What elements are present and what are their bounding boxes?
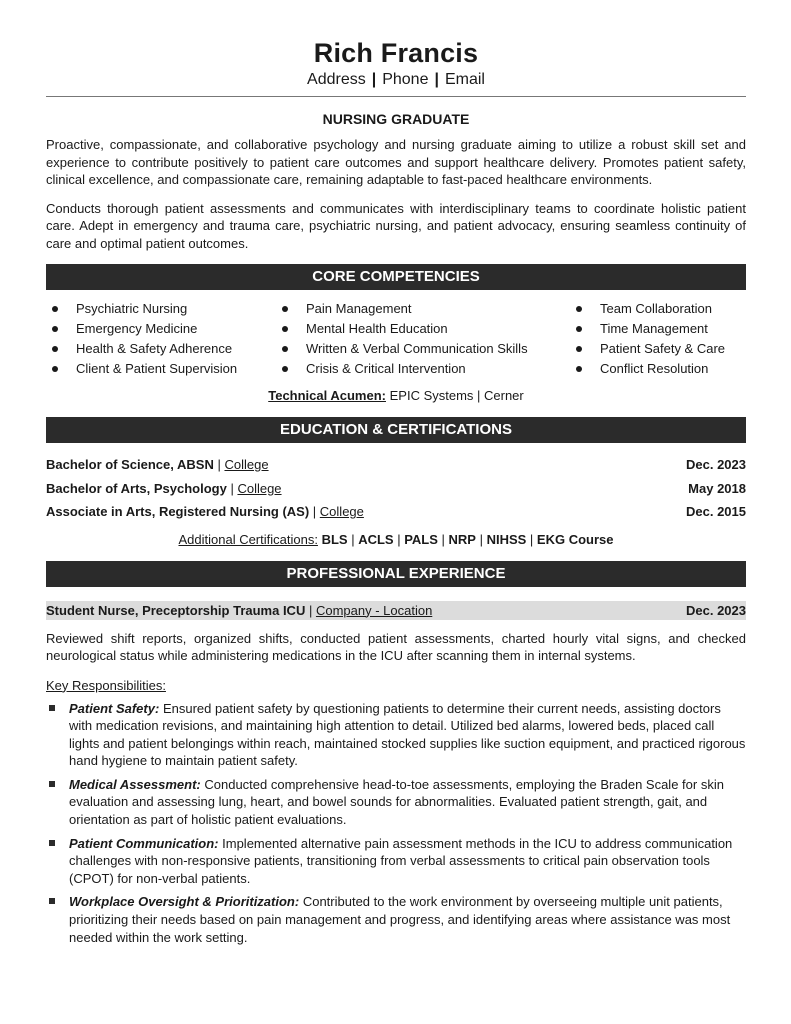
- cert-item: PALS: [404, 531, 438, 547]
- competencies-column: [570, 299, 746, 379]
- degree-name: Associate in Arts, Registered Nursing (AS): [46, 504, 310, 519]
- responsibility-item: [46, 700, 746, 770]
- resume-headline: NURSING GRADUATE: [322, 111, 470, 127]
- school-name: College: [319, 504, 364, 519]
- competency-label: Patient Safety & Care: [600, 341, 726, 356]
- competency-item: [570, 359, 746, 379]
- competency-item: [276, 319, 570, 339]
- contact-line: [46, 70, 746, 90]
- competency-item: [46, 359, 276, 379]
- contact-address: Address: [307, 71, 366, 88]
- summary-paragraph-1: Proactive, compassionate, and collaborative psychology and nursing graduate aiming to utilize a robust skill set and experience to contribute positively to patient care outcomes and support healthcare delivery. Promotes patient safety, clinical excellence, and compassionate care, remaining adaptable to fast-paced healthcare environments.: [46, 137, 746, 187]
- competency-item: [276, 359, 570, 379]
- bullet-icon: [576, 306, 582, 312]
- competency-item: [570, 299, 746, 319]
- technical-acumen-label: Technical Acumen:: [268, 388, 386, 403]
- competencies-column: [46, 299, 276, 379]
- section-header-experience: PROFESSIONAL EXPERIENCE: [46, 561, 746, 587]
- competency-item: [276, 339, 570, 359]
- responsibility-label: Workplace Oversight & Prioritization:: [69, 894, 300, 910]
- education-date: Dec. 2015: [686, 504, 746, 519]
- education-entry: [46, 500, 746, 524]
- technical-acumen: [46, 387, 746, 405]
- responsibility-label: Patient Safety:: [69, 700, 160, 716]
- responsibilities-list: [46, 700, 746, 947]
- candidate-name: Rich Francis: [313, 38, 479, 68]
- education-degree-line: Bachelor of Arts, Psychology | College: [46, 480, 282, 496]
- education-list: [46, 453, 746, 524]
- job-company: Company - Location: [315, 602, 433, 618]
- competency-label: Written & Verbal Communication Skills: [306, 341, 528, 356]
- square-bullet-icon: [49, 898, 55, 904]
- cert-item: NRP: [448, 531, 476, 547]
- competency-item: [570, 339, 746, 359]
- degree-name: Bachelor of Arts, Psychology: [46, 480, 227, 496]
- bullet-icon: [282, 326, 288, 332]
- resume-page: [46, 0, 746, 952]
- education-date: Dec. 2023: [686, 457, 746, 472]
- summary-paragraph-2: Conducts thorough patient assessments and communicates with interdisciplinary teams to coordinate holistic patient care. Adept in emergency and trauma care, psychiatric nursing, and patient advocacy, ensuring seamless continuity of care and optimal patient outcomes.: [46, 200, 746, 251]
- job-role: Student Nurse, Preceptorship Trauma ICU: [46, 602, 306, 618]
- competency-label: Crisis & Critical Intervention: [306, 361, 466, 376]
- job-date: Dec. 2023: [686, 602, 746, 618]
- bullet-icon: [52, 306, 58, 312]
- competency-item: [46, 319, 276, 339]
- education-degree-line: Associate in Arts, Registered Nursing (AS) | College: [46, 504, 364, 519]
- job-title-bar: [46, 601, 746, 620]
- bullet-icon: [576, 326, 582, 332]
- section-header-education: EDUCATION & CERTIFICATIONS: [46, 417, 746, 443]
- bullet-icon: [52, 346, 58, 352]
- job-role-line: Student Nurse, Preceptorship Trauma ICU | Company - Location: [46, 602, 433, 618]
- job-summary: Reviewed shift reports, organized shifts, conducted patient assessments, charted hourly vital signs, and checked neurological status while administering medications in the ICU after scanning them in internal systems.: [46, 630, 746, 663]
- responsibility-item: [46, 776, 746, 829]
- contact-phone: Phone: [382, 71, 429, 88]
- education-date: May 2018: [688, 480, 746, 496]
- responsibility-text: Ensured patient safety by questioning patients to determine their current needs, assisting doctors with medication revisions, and maintaining high attention to detail. Utilized bed alarms, lowered beds, placed call lights and patient belongings within reach, maintained stocked supplies like suction equipment, and practiced rigorous hand hygiene to maintain patient safety.: [69, 700, 746, 769]
- key-responsibilities-label: Key Responsibilities:: [46, 677, 166, 693]
- competency-label: Emergency Medicine: [76, 321, 198, 336]
- bullet-icon: [282, 306, 288, 312]
- bullet-icon: [576, 366, 582, 372]
- degree-name: Bachelor of Science, ABSN: [46, 457, 214, 472]
- school-name: College: [237, 480, 282, 496]
- responsibility-text: Contributed to the work environment by overseeing multiple unit patients, prioritizing their needs based on pain management and progress, and identifying areas where assistance was most needed within the work setting.: [69, 894, 731, 945]
- competency-item: [570, 319, 746, 339]
- responsibility-label: Patient Communication:: [69, 835, 219, 851]
- cert-item: BLS: [321, 531, 348, 547]
- responsibility-item: [46, 893, 746, 946]
- additional-certifications-label: Additional Certifications:: [178, 531, 318, 547]
- contact-email: Email: [444, 71, 485, 88]
- competencies-column: [276, 299, 570, 379]
- section-header-competencies: CORE COMPETENCIES: [46, 264, 746, 290]
- additional-certifications: Additional Certifications: BLS | ACLS | PALS | NRP | NIHSS | EKG Course: [178, 531, 614, 547]
- bullet-icon: [52, 326, 58, 332]
- bullet-icon: [282, 366, 288, 372]
- responsibility-text: Implemented alternative pain assessment methods in the ICU to address communication challenges with non-responsive patients, transitioning from verbal assessments to critical pain observation tools (CPOT) for non-verbal patients.: [69, 835, 733, 886]
- separator: |: [371, 71, 377, 88]
- square-bullet-icon: [49, 781, 55, 787]
- education-entry: [46, 477, 746, 501]
- header-divider: [46, 96, 746, 97]
- education-degree-line: Bachelor of Science, ABSN | College: [46, 457, 269, 472]
- competencies-grid: [46, 299, 746, 379]
- bullet-icon: [282, 346, 288, 352]
- competency-label: Health & Safety Adherence: [76, 341, 233, 356]
- responsibility-label: Medical Assessment:: [69, 776, 201, 792]
- square-bullet-icon: [49, 840, 55, 846]
- cert-item: ACLS: [358, 531, 394, 547]
- cert-item: NIHSS: [486, 531, 527, 547]
- bullet-icon: [576, 346, 582, 352]
- responsibility-item: [46, 835, 746, 888]
- competency-label: Pain Management: [306, 301, 412, 316]
- square-bullet-icon: [49, 705, 55, 711]
- competency-label: Psychiatric Nursing: [76, 301, 188, 316]
- responsibility-text: Conducted comprehensive head-to-toe assessments, employing the Braden Scale for skin evaluation and assessing lung, heart, and bowel sounds for abnormalities. Evaluated patient strength, gait, and orientation as part of holistic patient evaluations.: [69, 776, 724, 828]
- competency-label: Time Management: [600, 321, 708, 336]
- bullet-icon: [52, 366, 58, 372]
- education-entry: [46, 453, 746, 477]
- competency-label: Team Collaboration: [600, 301, 713, 316]
- competency-label: Conflict Resolution: [600, 361, 709, 376]
- cert-item: EKG Course: [536, 531, 614, 547]
- competency-item: [276, 299, 570, 319]
- competency-item: [46, 299, 276, 319]
- school-name: College: [224, 457, 269, 472]
- competency-label: Client & Patient Supervision: [76, 361, 238, 376]
- competency-label: Mental Health Education: [306, 321, 448, 336]
- separator: |: [434, 71, 439, 88]
- technical-acumen-value: EPIC Systems | Cerner: [389, 388, 524, 403]
- competency-item: [46, 339, 276, 359]
